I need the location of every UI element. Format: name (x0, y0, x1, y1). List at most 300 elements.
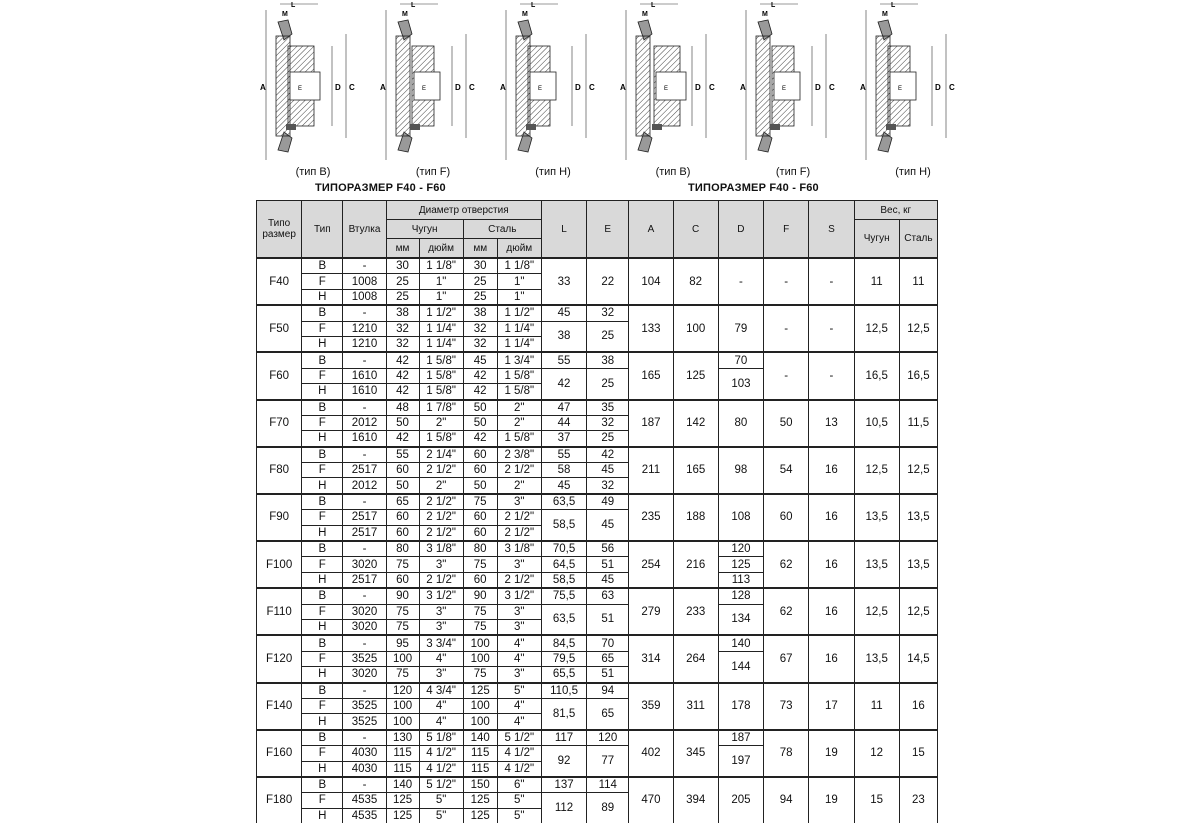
cast-inch-cell: 1 1/2" (419, 305, 463, 321)
spec-table (256, 200, 938, 823)
l-cell: 81,5 (541, 698, 586, 729)
steel-mm-cell: 100 (463, 698, 497, 713)
weight-steel-cell: 14,5 (899, 635, 937, 682)
bushing-cell: 2517 (343, 463, 386, 478)
size-cell: F70 (257, 400, 302, 447)
weight-steel-cell: 16,5 (899, 352, 937, 399)
l-cell: 45 (541, 478, 586, 494)
cast-inch-cell: 5" (419, 793, 463, 808)
cast-mm-cell: 120 (386, 683, 419, 699)
svg-text:M: M (882, 11, 888, 18)
d-cell: 80 (718, 400, 763, 447)
d-cell: 178 (718, 683, 763, 730)
bushing-cell: 2517 (343, 572, 386, 588)
bushing-cell: 1210 (343, 321, 386, 336)
l-cell: 58,5 (541, 510, 586, 541)
steel-inch-cell: 6" (497, 777, 541, 793)
l-cell: 79,5 (541, 651, 586, 666)
type-cell: F (302, 746, 343, 761)
type-cell: B (302, 400, 343, 416)
steel-inch-cell: 4 1/2" (497, 761, 541, 777)
header-s: S (809, 201, 854, 259)
spec-table-header (257, 201, 938, 259)
cast-mm-cell: 42 (386, 384, 419, 400)
l-cell: 117 (541, 730, 586, 746)
bushing-cell: 1008 (343, 289, 386, 305)
svg-text:L: L (411, 2, 416, 9)
bushing-cell: - (343, 541, 386, 557)
l-cell: 84,5 (541, 635, 586, 651)
cast-mm-cell: 90 (386, 588, 419, 604)
e-cell: 70 (587, 635, 629, 651)
size-cell: F100 (257, 541, 302, 588)
table-row (257, 305, 938, 321)
e-cell: 51 (587, 667, 629, 683)
type-cell: B (302, 258, 343, 274)
l-cell: 58 (541, 463, 586, 478)
f-cell: - (764, 258, 809, 305)
cast-mm-cell: 130 (386, 730, 419, 746)
steel-inch-cell: 1 3/4" (497, 352, 541, 368)
bushing-cell: 3020 (343, 604, 386, 619)
cast-inch-cell: 5 1/2" (419, 777, 463, 793)
a-cell: 402 (629, 730, 673, 777)
type-cell: H (302, 761, 343, 777)
steel-inch-cell: 1" (497, 289, 541, 305)
cast-inch-cell: 3 3/4" (419, 635, 463, 651)
type-cell: F (302, 698, 343, 713)
d-cell: 125 (718, 557, 763, 572)
steel-mm-cell: 25 (463, 289, 497, 305)
type-cell: F (302, 415, 343, 430)
size-cell: F50 (257, 305, 302, 352)
e-cell: 35 (587, 400, 629, 416)
c-cell: 311 (673, 683, 718, 730)
cast-mm-cell: 115 (386, 746, 419, 761)
steel-inch-cell: 3" (497, 557, 541, 572)
cast-mm-cell: 32 (386, 321, 419, 336)
steel-mm-cell: 115 (463, 746, 497, 761)
type-cell: B (302, 447, 343, 463)
type-cell: B (302, 777, 343, 793)
header-f: F (764, 201, 809, 259)
cast-mm-cell: 80 (386, 541, 419, 557)
l-cell: 137 (541, 777, 586, 793)
s-cell: 16 (809, 588, 854, 635)
steel-inch-cell: 3" (497, 667, 541, 683)
table-row (257, 400, 938, 416)
l-cell: 44 (541, 415, 586, 430)
cast-inch-cell: 2 1/4" (419, 447, 463, 463)
technical-drawings (240, 0, 960, 196)
drawing-type-b-2 (618, 0, 728, 178)
drawing-caption: (тип Н) (535, 166, 571, 178)
s-cell: 19 (809, 730, 854, 777)
type-cell: F (302, 510, 343, 525)
s-cell: 13 (809, 400, 854, 447)
cast-mm-cell: 60 (386, 525, 419, 541)
bushing-cell: 1210 (343, 336, 386, 352)
steel-mm-cell: 60 (463, 463, 497, 478)
header-e: E (587, 201, 629, 259)
f-cell: 50 (764, 400, 809, 447)
e-cell: 22 (587, 258, 629, 305)
table-row (257, 447, 938, 463)
cast-inch-cell: 1" (419, 289, 463, 305)
cast-inch-cell: 1 5/8" (419, 384, 463, 400)
type-cell: F (302, 604, 343, 619)
cast-inch-cell: 2 1/2" (419, 572, 463, 588)
drawing-type-h-1 (498, 0, 608, 178)
table-row (257, 683, 938, 699)
cast-inch-cell: 3" (419, 667, 463, 683)
svg-text:A: A (860, 83, 866, 92)
e-cell: 38 (587, 352, 629, 368)
cast-inch-cell: 4" (419, 698, 463, 713)
l-cell: 110,5 (541, 683, 586, 699)
weight-cast-cell: 13,5 (854, 541, 899, 588)
header-bore: Диаметр отверстия (386, 201, 541, 220)
drawing-caption: (тип В) (295, 166, 331, 178)
header-weight: Вес, кг (854, 201, 937, 220)
cast-inch-cell: 3" (419, 619, 463, 635)
steel-inch-cell: 1 1/4" (497, 321, 541, 336)
steel-inch-cell: 5 1/2" (497, 730, 541, 746)
cast-mm-cell: 25 (386, 289, 419, 305)
steel-mm-cell: 50 (463, 478, 497, 494)
l-cell: 63,5 (541, 494, 586, 510)
d-cell: 128 (718, 588, 763, 604)
weight-steel-cell: 13,5 (899, 541, 937, 588)
steel-inch-cell: 2 1/2" (497, 463, 541, 478)
header-d: D (718, 201, 763, 259)
s-cell: 16 (809, 494, 854, 541)
steel-mm-cell: 75 (463, 557, 497, 572)
size-cell: F180 (257, 777, 302, 823)
drawing-svg (858, 0, 968, 165)
drawing-type-h-2 (858, 0, 968, 178)
a-cell: 104 (629, 258, 673, 305)
steel-mm-cell: 125 (463, 793, 497, 808)
size-cell: F140 (257, 683, 302, 730)
steel-inch-cell: 4 1/2" (497, 746, 541, 761)
cast-inch-cell: 2 1/2" (419, 525, 463, 541)
cast-mm-cell: 42 (386, 431, 419, 447)
bushing-cell: 3525 (343, 651, 386, 666)
f-cell: 62 (764, 588, 809, 635)
weight-cast-cell: 11 (854, 683, 899, 730)
e-cell: 51 (587, 604, 629, 635)
cast-inch-cell: 1" (419, 274, 463, 289)
weight-cast-cell: 12,5 (854, 447, 899, 494)
bushing-cell: - (343, 494, 386, 510)
cast-inch-cell: 5 1/8" (419, 730, 463, 746)
e-cell: 65 (587, 651, 629, 666)
weight-cast-cell: 12 (854, 730, 899, 777)
svg-text:C: C (589, 83, 595, 92)
size-cell: F110 (257, 588, 302, 635)
l-cell: 64,5 (541, 557, 586, 572)
cast-mm-cell: 75 (386, 667, 419, 683)
drawing-svg (618, 0, 728, 165)
e-cell: 77 (587, 746, 629, 777)
l-cell: 55 (541, 352, 586, 368)
d-cell: 205 (718, 777, 763, 823)
type-cell: B (302, 588, 343, 604)
cast-mm-cell: 125 (386, 793, 419, 808)
bushing-cell: 4030 (343, 746, 386, 761)
svg-text:E: E (298, 86, 303, 92)
f-cell: 94 (764, 777, 809, 823)
cast-mm-cell: 115 (386, 761, 419, 777)
weight-steel-cell: 23 (899, 777, 937, 823)
a-cell: 470 (629, 777, 673, 823)
svg-text:L: L (651, 2, 656, 9)
steel-mm-cell: 30 (463, 258, 497, 274)
s-cell: - (809, 258, 854, 305)
svg-text:A: A (500, 83, 506, 92)
bushing-cell: - (343, 730, 386, 746)
type-cell: B (302, 541, 343, 557)
steel-mm-cell: 45 (463, 352, 497, 368)
weight-steel-cell: 12,5 (899, 447, 937, 494)
type-cell: B (302, 635, 343, 651)
steel-inch-cell: 2" (497, 400, 541, 416)
header-steel-inch: дюйм (497, 239, 541, 259)
weight-steel-cell: 15 (899, 730, 937, 777)
f-cell: - (764, 352, 809, 399)
steel-inch-cell: 3 1/8" (497, 541, 541, 557)
steel-inch-cell: 4" (497, 714, 541, 730)
steel-mm-cell: 50 (463, 415, 497, 430)
cast-mm-cell: 55 (386, 447, 419, 463)
e-cell: 65 (587, 698, 629, 729)
steel-mm-cell: 75 (463, 494, 497, 510)
bushing-cell: - (343, 352, 386, 368)
d-cell: 103 (718, 368, 763, 399)
steel-mm-cell: 50 (463, 400, 497, 416)
cast-mm-cell: 100 (386, 651, 419, 666)
svg-text:M: M (402, 11, 408, 18)
steel-inch-cell: 1 1/2" (497, 305, 541, 321)
svg-text:D: D (455, 83, 461, 92)
weight-steel-cell: 11 (899, 258, 937, 305)
bushing-cell: 3020 (343, 557, 386, 572)
header-weight-steel: Сталь (899, 220, 937, 259)
weight-cast-cell: 11 (854, 258, 899, 305)
l-cell: 37 (541, 431, 586, 447)
e-cell: 45 (587, 572, 629, 588)
d-cell: 144 (718, 651, 763, 682)
steel-inch-cell: 2 1/2" (497, 572, 541, 588)
drawing-type-b-1 (258, 0, 368, 178)
e-cell: 25 (587, 431, 629, 447)
e-cell: 45 (587, 463, 629, 478)
type-cell: H (302, 525, 343, 541)
e-cell: 32 (587, 478, 629, 494)
steel-mm-cell: 75 (463, 604, 497, 619)
c-cell: 188 (673, 494, 718, 541)
c-cell: 233 (673, 588, 718, 635)
steel-inch-cell: 1" (497, 274, 541, 289)
svg-text:L: L (291, 2, 296, 9)
svg-text:A: A (740, 83, 746, 92)
c-cell: 100 (673, 305, 718, 352)
weight-cast-cell: 15 (854, 777, 899, 823)
size-cell: F160 (257, 730, 302, 777)
cast-mm-cell: 100 (386, 714, 419, 730)
steel-inch-cell: 3" (497, 619, 541, 635)
a-cell: 165 (629, 352, 673, 399)
cast-inch-cell: 4 3/4" (419, 683, 463, 699)
e-cell: 94 (587, 683, 629, 699)
cast-inch-cell: 1 5/8" (419, 352, 463, 368)
e-cell: 114 (587, 777, 629, 793)
spec-table-body (257, 258, 938, 823)
cast-inch-cell: 3 1/8" (419, 541, 463, 557)
table-row (257, 258, 938, 274)
size-title-right: ТИПОРАЗМЕР F40 - F60 (688, 182, 819, 194)
svg-text:A: A (620, 83, 626, 92)
steel-mm-cell: 75 (463, 619, 497, 635)
steel-inch-cell: 3" (497, 494, 541, 510)
type-cell: F (302, 793, 343, 808)
e-cell: 32 (587, 415, 629, 430)
steel-mm-cell: 42 (463, 368, 497, 383)
cast-mm-cell: 42 (386, 352, 419, 368)
steel-inch-cell: 2" (497, 415, 541, 430)
steel-mm-cell: 42 (463, 431, 497, 447)
steel-inch-cell: 1 5/8" (497, 431, 541, 447)
steel-mm-cell: 75 (463, 667, 497, 683)
steel-inch-cell: 3" (497, 604, 541, 619)
size-cell: F40 (257, 258, 302, 305)
header-size: Типо размер (257, 201, 302, 259)
steel-mm-cell: 100 (463, 635, 497, 651)
e-cell: 49 (587, 494, 629, 510)
c-cell: 82 (673, 258, 718, 305)
table-row (257, 541, 938, 557)
svg-text:A: A (260, 83, 266, 92)
weight-cast-cell: 16,5 (854, 352, 899, 399)
weight-steel-cell: 12,5 (899, 588, 937, 635)
s-cell: 16 (809, 447, 854, 494)
type-cell: H (302, 289, 343, 305)
steel-inch-cell: 1 1/8" (497, 258, 541, 274)
cast-inch-cell: 4" (419, 714, 463, 730)
d-cell: 98 (718, 447, 763, 494)
e-cell: 51 (587, 557, 629, 572)
cast-inch-cell: 4 1/2" (419, 761, 463, 777)
steel-inch-cell: 2" (497, 478, 541, 494)
bushing-cell: - (343, 635, 386, 651)
steel-mm-cell: 150 (463, 777, 497, 793)
weight-steel-cell: 11,5 (899, 400, 937, 447)
l-cell: 45 (541, 305, 586, 321)
d-cell: 120 (718, 541, 763, 557)
cast-inch-cell: 1 1/8" (419, 258, 463, 274)
steel-mm-cell: 60 (463, 447, 497, 463)
steel-mm-cell: 80 (463, 541, 497, 557)
bushing-cell: 2012 (343, 478, 386, 494)
steel-mm-cell: 60 (463, 510, 497, 525)
steel-inch-cell: 2 1/2" (497, 525, 541, 541)
e-cell: 56 (587, 541, 629, 557)
cast-mm-cell: 100 (386, 698, 419, 713)
drawing-svg (498, 0, 608, 165)
type-cell: F (302, 274, 343, 289)
cast-mm-cell: 125 (386, 808, 419, 823)
cast-inch-cell: 4" (419, 651, 463, 666)
steel-mm-cell: 38 (463, 305, 497, 321)
table-row (257, 494, 938, 510)
cast-mm-cell: 75 (386, 619, 419, 635)
svg-text:E: E (782, 86, 787, 92)
type-cell: H (302, 431, 343, 447)
s-cell: - (809, 352, 854, 399)
s-cell: 16 (809, 541, 854, 588)
type-cell: H (302, 478, 343, 494)
steel-mm-cell: 115 (463, 761, 497, 777)
cast-mm-cell: 38 (386, 305, 419, 321)
type-cell: B (302, 305, 343, 321)
svg-text:D: D (335, 83, 341, 92)
weight-steel-cell: 12,5 (899, 305, 937, 352)
cast-inch-cell: 4 1/2" (419, 746, 463, 761)
cast-mm-cell: 25 (386, 274, 419, 289)
drawing-caption: (тип В) (655, 166, 691, 178)
cast-inch-cell: 3" (419, 604, 463, 619)
header-cast-inch: дюйм (419, 239, 463, 259)
l-cell: 65,5 (541, 667, 586, 683)
type-cell: F (302, 321, 343, 336)
cast-inch-cell: 2 1/2" (419, 510, 463, 525)
type-cell: F (302, 463, 343, 478)
drawing-svg (738, 0, 848, 165)
svg-text:M: M (642, 11, 648, 18)
type-cell: F (302, 368, 343, 383)
size-cell: F80 (257, 447, 302, 494)
c-cell: 394 (673, 777, 718, 823)
type-cell: H (302, 714, 343, 730)
svg-text:A: A (380, 83, 386, 92)
type-cell: H (302, 808, 343, 823)
header-bushing: Втулка (343, 201, 386, 259)
cast-inch-cell: 1 1/4" (419, 336, 463, 352)
cast-inch-cell: 5" (419, 808, 463, 823)
header-cast-iron: Чугун (386, 220, 463, 239)
type-cell: F (302, 651, 343, 666)
drawing-type-f-2 (738, 0, 848, 178)
f-cell: 60 (764, 494, 809, 541)
s-cell: 17 (809, 683, 854, 730)
bushing-cell: - (343, 777, 386, 793)
steel-inch-cell: 5" (497, 683, 541, 699)
steel-inch-cell: 2 1/2" (497, 510, 541, 525)
svg-text:D: D (695, 83, 701, 92)
bushing-cell: - (343, 683, 386, 699)
table-row (257, 635, 938, 651)
cast-mm-cell: 42 (386, 368, 419, 383)
c-cell: 345 (673, 730, 718, 777)
svg-text:E: E (898, 86, 903, 92)
cast-inch-cell: 1 5/8" (419, 431, 463, 447)
c-cell: 264 (673, 635, 718, 682)
svg-text:D: D (575, 83, 581, 92)
cast-inch-cell: 2 1/2" (419, 463, 463, 478)
l-cell: 63,5 (541, 604, 586, 635)
svg-text:C: C (709, 83, 715, 92)
